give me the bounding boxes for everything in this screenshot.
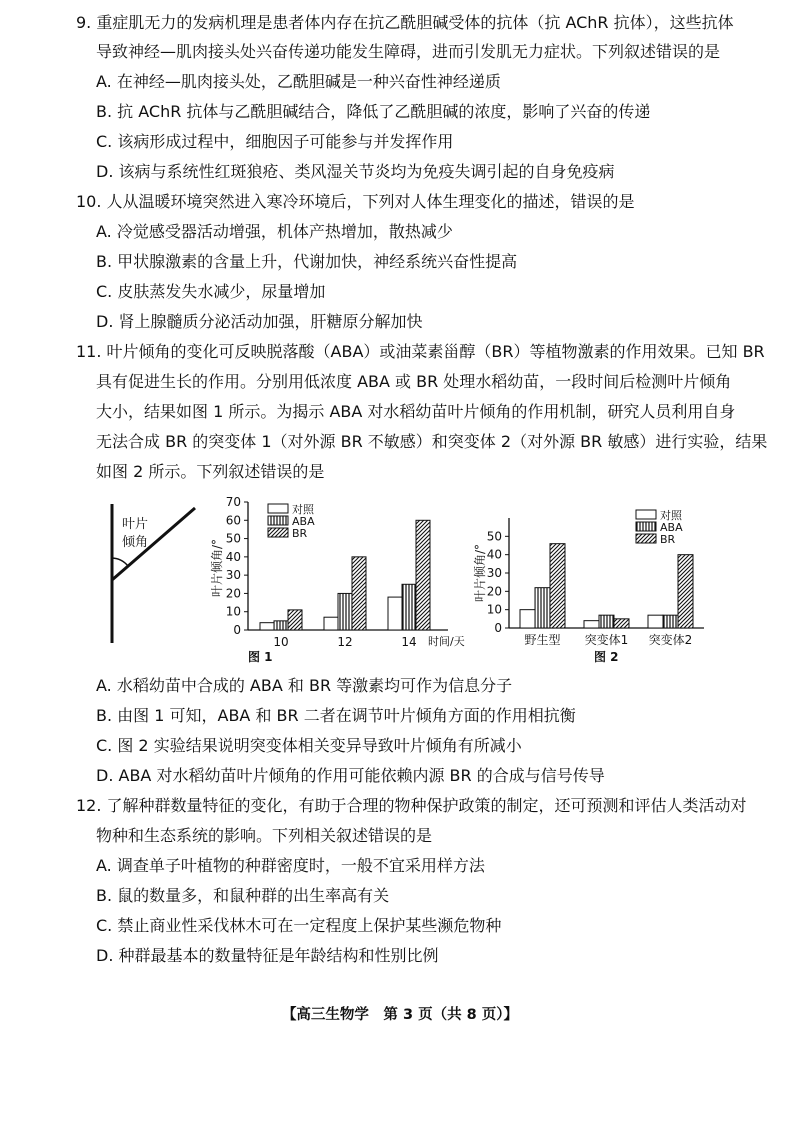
fig1-bar-BR-12 (352, 557, 366, 630)
q12-stem-line-2: 物种和生态系统的影响。下列相关叙述错误的是 (96, 826, 433, 845)
fig2-bar-ABA-突变体1 (599, 615, 614, 628)
fig2-legend-swatch (636, 522, 656, 531)
fig2-y-label: 叶片倾角/° (473, 543, 487, 603)
q12-option-d: D. 种群最基本的数量特征是年龄结构和性别比例 (96, 946, 439, 965)
fig1-bar-ABA-14 (402, 584, 416, 630)
q11-stem-line-4: 无法合成 BR 的突变体 1（对外源 BR 不敏感）和突变体 2（对外源 BR 敏感）进行实验，结果 (96, 432, 768, 451)
page-footer: 【高三生物学 第 3 页（共 8 页）】 (281, 1007, 519, 1023)
fig1-y-tick-label: 20 (225, 586, 241, 601)
leaf-angle-label-2: 倾角 (122, 535, 149, 550)
fig2-legend-label: BR (660, 533, 676, 546)
q11-stem-line-5: 如图 2 所示。下列叙述错误的是 (96, 462, 325, 481)
fig1-bar-BR-10 (288, 610, 302, 630)
fig1-y-tick-label: 60 (225, 513, 241, 528)
fig2-legend-swatch (636, 534, 656, 543)
fig2-legend-label: 对照 (660, 509, 682, 522)
fig1-y-tick-label: 50 (225, 531, 241, 546)
q10-option-c: C. 皮肤蒸发失水减少，尿量增加 (96, 282, 326, 301)
fig2-bar-BR-突变体1 (614, 619, 629, 628)
q9-option-d: D. 该病与系统性红斑狼疮、类风湿关节炎均为免疫失调引起的自身免疫病 (96, 162, 615, 181)
fig2-title: 图 2 (594, 650, 619, 664)
q12-option-c: C. 禁止商业性采伐林木可在一定程度上保护某些濒危物种 (96, 916, 502, 935)
fig2-y-tick-label: 20 (486, 584, 502, 599)
q11-option-b: B. 由图 1 可知，ABA 和 BR 二者在调节叶片倾角方面的作用相抗衡 (96, 706, 576, 725)
q12-option-b: B. 鼠的数量多，和鼠种群的出生率高有关 (96, 886, 390, 905)
fig2-category-label: 突变体1 (584, 633, 629, 647)
fig2-bar-ABA-野生型 (535, 588, 550, 628)
leaf-angle-label-1: 叶片 (122, 517, 149, 532)
fig1-y-label: 叶片倾角/° (210, 538, 224, 598)
fig2-y-tick-label: 0 (494, 621, 502, 635)
leaf-angle-diagram (112, 504, 195, 643)
q9-stem-line-1: 9. 重症肌无力的发病机理是患者体内存在抗乙酰胆碱受体的抗体（抗 AChR 抗体），这些抗体 (76, 13, 734, 32)
fig1-bar-ABA-12 (338, 593, 352, 630)
fig2-legend-label: ABA (660, 521, 683, 534)
fig1-y-tick-label: 30 (225, 568, 241, 583)
fig2-bar-ABA-突变体2 (663, 615, 678, 628)
fig1-y-tick-label: 40 (225, 549, 241, 564)
fig2-y-tick-label: 10 (486, 602, 502, 617)
q11-stem-line-3: 大小，结果如图 1 所示。为揭示 ABA 对水稻幼苗叶片倾角的作用机制，研究人员利用自身 (96, 402, 736, 421)
q11-option-a: A. 水稻幼苗中合成的 ABA 和 BR 等激素均可作为信息分子 (96, 676, 513, 695)
fig2-y-tick-label: 30 (486, 566, 502, 580)
fig1-legend-label: 对照 (292, 503, 314, 516)
q10-option-a: A. 冷觉感受器活动增强，机体产热增加，散热减少 (96, 222, 453, 241)
q10-option-b: B. 甲状腺激素的含量上升，代谢加快，神经系统兴奋性提高 (96, 252, 518, 271)
chart-figure-2 (472, 508, 704, 664)
fig2-bar-对照-野生型 (520, 610, 535, 628)
fig1-legend-label: ABA (292, 515, 315, 528)
fig2-y-tick-label: 50 (486, 529, 502, 544)
fig1-title: 图 1 (248, 650, 273, 664)
fig1-bar-对照-14 (388, 597, 402, 630)
fig1-bar-ABA-10 (274, 621, 288, 630)
fig1-legend-swatch (268, 528, 288, 537)
q9-option-a: A. 在神经—肌肉接头处，乙酰胆碱是一种兴奋性神经递质 (96, 72, 501, 91)
q11-figures (0, 488, 800, 668)
angle-arc (112, 558, 128, 566)
q11-stem-line-1: 11. 叶片倾角的变化可反映脱落酸（ABA）或油菜素甾醇（BR）等植物激素的作用效果。已知 BR (76, 342, 765, 361)
fig1-bar-对照-10 (260, 623, 274, 630)
fig1-y-tick-label: 0 (233, 623, 241, 637)
fig2-bar-BR-野生型 (550, 544, 565, 628)
q9-option-c: C. 该病形成过程中，细胞因子可能参与并发挥作用 (96, 132, 454, 151)
fig2-category-label: 野生型 (524, 633, 561, 647)
q9-stem-line-2: 导致神经—肌肉接头处兴奋传递功能发生障碍，进而引发肌无力症状。下列叙述错误的是 (96, 42, 721, 61)
q10-stem-line-1: 10. 人从温暖环境突然进入寒冷环境后，下列对人体生理变化的描述，错误的是 (76, 192, 635, 211)
fig1-x-label: 时间/天 (428, 635, 465, 648)
fig1-y-tick-label: 10 (225, 604, 241, 619)
q11-option-d: D. ABA 对水稻幼苗叶片倾角的作用可能依赖内源 BR 的合成与信号传导 (96, 766, 605, 785)
fig1-legend-label: BR (292, 527, 308, 540)
chart-figure-1 (209, 495, 465, 664)
fig2-category-label: 突变体2 (648, 633, 693, 647)
fig1-bar-BR-14 (416, 520, 430, 630)
fig1-bar-对照-12 (324, 617, 338, 630)
q10-option-d: D. 肾上腺髓质分泌活动加强，肝糖原分解加快 (96, 312, 423, 331)
fig2-y-tick-label: 40 (486, 547, 502, 562)
q11-option-c: C. 图 2 实验结果说明突变体相关变异导致叶片倾角有所减小 (96, 736, 522, 755)
fig1-category-label: 14 (401, 635, 417, 649)
fig2-bar-BR-突变体2 (678, 555, 693, 628)
q11-stem-line-2: 具有促进生长的作用。分别用低浓度 ABA 或 BR 处理水稻幼苗，一段时间后检测叶片倾角 (96, 372, 732, 391)
fig1-y-tick-label: 70 (225, 495, 241, 509)
q12-stem-line-1: 12. 了解种群数量特征的变化，有助于合理的物种保护政策的制定，还可预测和评估人类活动对 (76, 796, 747, 815)
fig1-category-label: 12 (337, 635, 353, 649)
q9-option-b: B. 抗 AChR 抗体与乙酰胆碱结合，降低了乙酰胆碱的浓度，影响了兴奋的传递 (96, 102, 651, 121)
fig2-legend-swatch (636, 510, 656, 519)
fig1-legend-swatch (268, 516, 288, 525)
q12-option-a: A. 调查单子叶植物的种群密度时，一般不宜采用样方法 (96, 856, 485, 875)
fig2-bar-对照-突变体2 (648, 615, 663, 628)
fig1-category-label: 10 (273, 635, 289, 649)
fig2-bar-对照-突变体1 (584, 621, 599, 628)
fig1-legend-swatch (268, 504, 288, 513)
